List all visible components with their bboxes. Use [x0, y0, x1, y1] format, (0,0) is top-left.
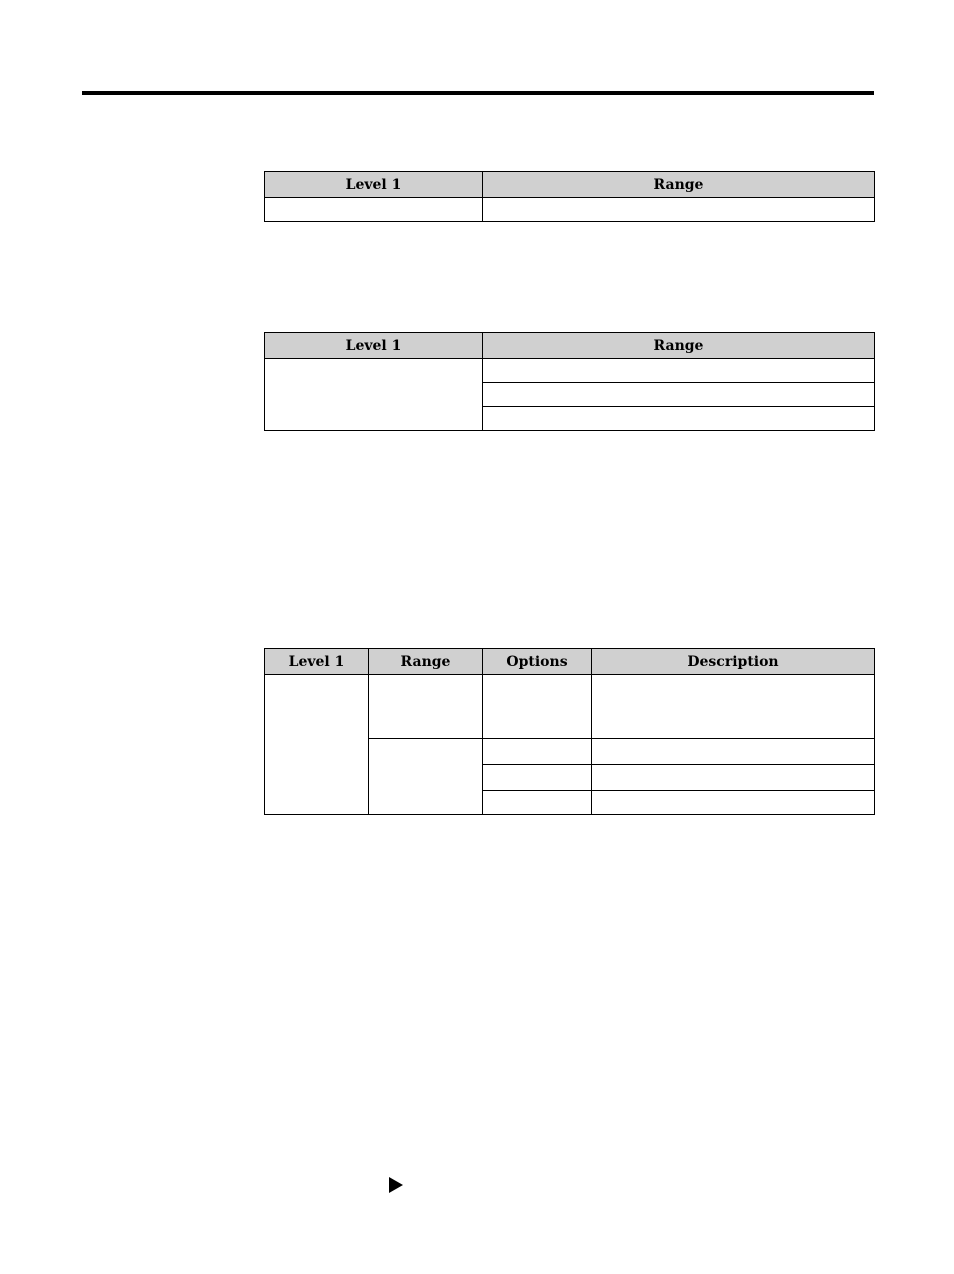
header-range: Range [369, 649, 483, 675]
table-cell [483, 383, 875, 407]
header-options: Options [483, 649, 592, 675]
table-3 [264, 648, 875, 815]
table-1 [264, 171, 875, 222]
table-cell [483, 407, 875, 431]
header-description: Description [592, 649, 875, 675]
header-level-1: Level 1 [265, 649, 369, 675]
table-cell [592, 765, 875, 791]
table-cell [265, 675, 369, 815]
table-header-row [265, 333, 875, 359]
table-cell [483, 739, 592, 765]
table-cell [592, 791, 875, 815]
table-cell [483, 765, 592, 791]
table-cell [483, 675, 592, 739]
table-cell [369, 675, 483, 739]
table-cell [369, 739, 483, 815]
header-level-1: Level 1 [265, 333, 483, 359]
table-cell [592, 675, 875, 739]
header-range: Range [483, 172, 875, 198]
table-cell [483, 791, 592, 815]
table-row [265, 198, 875, 222]
header-range: Range [483, 333, 875, 359]
table-2 [264, 332, 875, 431]
table-cell [483, 359, 875, 383]
header-level-1: Level 1 [265, 172, 483, 198]
table-row [265, 359, 875, 383]
table-cell [265, 359, 483, 431]
table-header-row [265, 172, 875, 198]
right-triangle-icon [389, 1177, 403, 1193]
table-cell [592, 739, 875, 765]
top-rule [82, 91, 874, 95]
table-row [265, 675, 875, 739]
table-cell [483, 198, 875, 222]
table-cell [265, 198, 483, 222]
table-header-row [265, 649, 875, 675]
